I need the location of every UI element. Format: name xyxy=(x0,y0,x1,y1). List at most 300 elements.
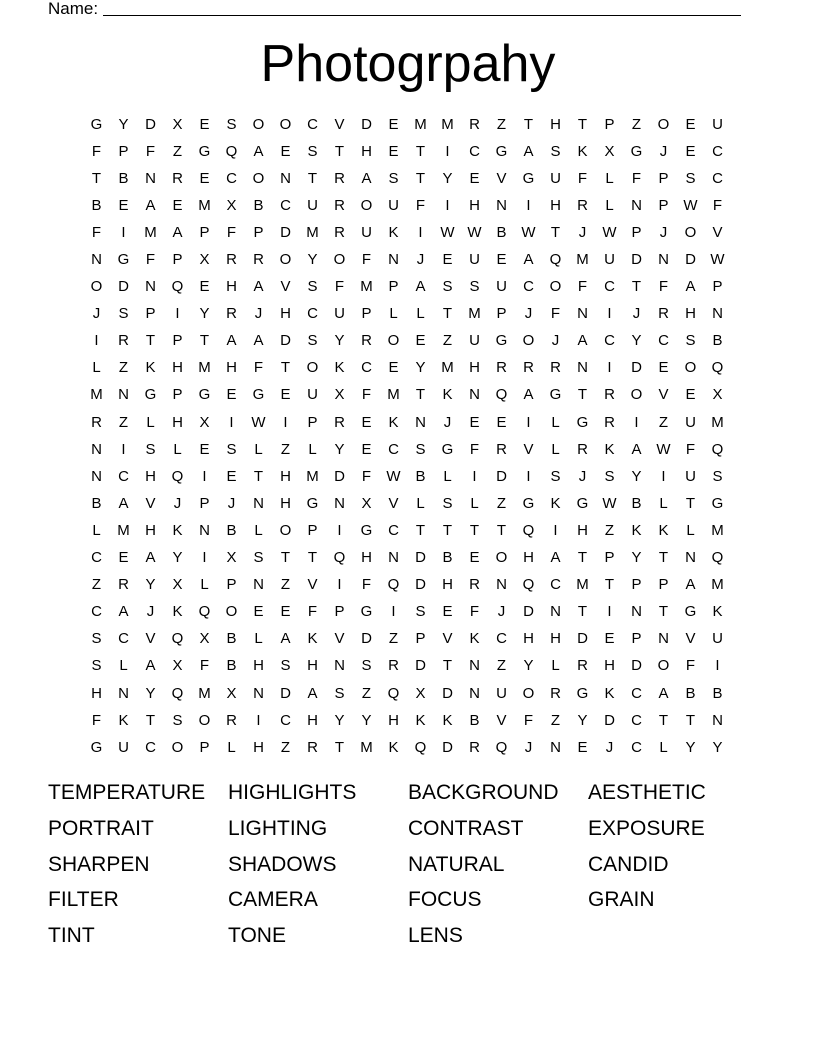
grid-letter[interactable]: T xyxy=(442,305,453,323)
grid-letter[interactable]: M xyxy=(441,115,454,133)
grid-letter[interactable]: R xyxy=(469,115,480,133)
grid-letter[interactable]: S xyxy=(118,305,129,323)
grid-letter[interactable]: R xyxy=(307,738,318,756)
grid-letter[interactable]: T xyxy=(577,115,588,133)
grid-letter[interactable]: Y xyxy=(415,359,426,377)
grid-letter[interactable]: V xyxy=(658,386,669,404)
grid-letter[interactable]: M xyxy=(711,576,724,594)
grid-letter[interactable]: G xyxy=(117,251,130,269)
grid-letter[interactable]: A xyxy=(685,576,696,594)
grid-letter[interactable]: U xyxy=(469,251,480,269)
grid-letter[interactable]: T xyxy=(577,386,588,404)
grid-letter[interactable]: R xyxy=(523,359,534,377)
grid-letter[interactable]: M xyxy=(360,738,373,756)
grid-letter[interactable]: N xyxy=(577,359,588,377)
grid-letter[interactable]: K xyxy=(388,413,399,431)
grid-letter[interactable]: U xyxy=(712,115,723,133)
grid-letter[interactable]: F xyxy=(631,169,642,187)
grid-letter[interactable]: R xyxy=(577,196,588,214)
grid-letter[interactable]: N xyxy=(712,711,723,729)
grid-letter[interactable]: O xyxy=(306,359,319,377)
grid-letter[interactable]: D xyxy=(523,603,534,621)
grid-letter[interactable]: F xyxy=(685,440,696,458)
grid-letter[interactable]: R xyxy=(226,711,237,729)
grid-letter[interactable]: J xyxy=(227,494,236,512)
grid-letter[interactable]: U xyxy=(118,738,129,756)
grid-letter[interactable]: Q xyxy=(171,630,184,648)
grid-letter[interactable]: N xyxy=(118,684,129,702)
grid-letter[interactable]: N xyxy=(91,440,102,458)
grid-letter[interactable]: Q xyxy=(711,549,724,567)
grid-letter[interactable]: B xyxy=(91,196,102,214)
grid-letter[interactable]: C xyxy=(388,440,399,458)
grid-letter[interactable]: C xyxy=(280,196,291,214)
grid-letter[interactable]: R xyxy=(91,413,102,431)
grid-letter[interactable]: X xyxy=(226,196,237,214)
grid-letter[interactable]: K xyxy=(712,603,723,621)
grid-letter[interactable]: Y xyxy=(334,711,345,729)
grid-letter[interactable]: Q xyxy=(333,549,346,567)
grid-letter[interactable]: S xyxy=(685,332,696,350)
grid-letter[interactable]: E xyxy=(199,115,210,133)
grid-letter[interactable]: D xyxy=(361,115,372,133)
grid-letter[interactable]: I xyxy=(607,359,612,377)
grid-letter[interactable]: N xyxy=(253,494,264,512)
grid-letter[interactable]: J xyxy=(578,467,587,485)
grid-letter[interactable]: T xyxy=(334,738,345,756)
grid-letter[interactable]: U xyxy=(685,413,696,431)
grid-letter[interactable]: L xyxy=(416,494,425,512)
grid-letter[interactable]: G xyxy=(711,494,724,512)
grid-letter[interactable]: E xyxy=(388,115,399,133)
grid-letter[interactable]: E xyxy=(361,440,372,458)
grid-letter[interactable]: F xyxy=(226,223,237,241)
grid-letter[interactable]: L xyxy=(443,467,452,485)
grid-letter[interactable]: D xyxy=(334,467,345,485)
grid-letter[interactable]: L xyxy=(605,196,614,214)
grid-letter[interactable]: I xyxy=(121,223,126,241)
grid-letter[interactable]: T xyxy=(91,169,102,187)
grid-letter[interactable]: E xyxy=(496,413,507,431)
grid-letter[interactable]: P xyxy=(145,305,156,323)
grid-letter[interactable]: H xyxy=(550,630,561,648)
grid-letter[interactable]: F xyxy=(145,251,156,269)
grid-letter[interactable]: H xyxy=(550,196,561,214)
grid-letter[interactable]: H xyxy=(604,657,615,675)
grid-letter[interactable]: I xyxy=(445,196,450,214)
grid-letter[interactable]: N xyxy=(631,196,642,214)
grid-letter[interactable]: E xyxy=(361,413,372,431)
grid-letter[interactable]: D xyxy=(145,115,156,133)
grid-letter[interactable]: Q xyxy=(414,738,427,756)
grid-letter[interactable]: D xyxy=(118,278,129,296)
grid-letter[interactable]: L xyxy=(470,494,479,512)
grid-letter[interactable]: E xyxy=(199,440,210,458)
grid-letter[interactable]: Z xyxy=(361,684,372,702)
grid-letter[interactable]: X xyxy=(172,576,183,594)
grid-letter[interactable]: L xyxy=(659,738,668,756)
grid-letter[interactable]: E xyxy=(118,196,129,214)
grid-letter[interactable]: F xyxy=(361,251,372,269)
grid-letter[interactable]: E xyxy=(118,549,129,567)
grid-letter[interactable]: H xyxy=(172,359,183,377)
grid-letter[interactable]: G xyxy=(576,684,589,702)
grid-letter[interactable]: O xyxy=(333,251,346,269)
grid-letter[interactable]: I xyxy=(391,603,396,621)
grid-letter[interactable]: E xyxy=(685,142,696,160)
grid-letter[interactable]: Q xyxy=(495,738,508,756)
grid-letter[interactable]: C xyxy=(91,549,102,567)
grid-letter[interactable]: R xyxy=(334,196,345,214)
grid-letter[interactable]: R xyxy=(388,657,399,675)
grid-letter[interactable]: U xyxy=(307,196,318,214)
grid-letter[interactable]: Q xyxy=(198,603,211,621)
grid-letter[interactable]: A xyxy=(118,494,129,512)
grid-letter[interactable]: R xyxy=(496,440,507,458)
grid-letter[interactable]: E xyxy=(199,169,210,187)
grid-letter[interactable]: Q xyxy=(171,684,184,702)
grid-letter[interactable]: F xyxy=(361,576,372,594)
grid-letter[interactable]: A xyxy=(658,684,669,702)
grid-letter[interactable]: W xyxy=(710,251,725,269)
grid-letter[interactable]: S xyxy=(415,603,426,621)
grid-letter[interactable]: I xyxy=(175,305,180,323)
grid-letter[interactable]: O xyxy=(522,332,535,350)
grid-letter[interactable]: Z xyxy=(496,657,507,675)
grid-letter[interactable]: U xyxy=(712,630,723,648)
grid-letter[interactable]: I xyxy=(256,711,261,729)
grid-letter[interactable]: N xyxy=(658,251,669,269)
grid-letter[interactable]: O xyxy=(387,332,400,350)
grid-letter[interactable]: F xyxy=(361,467,372,485)
grid-letter[interactable]: X xyxy=(226,549,237,567)
grid-letter[interactable]: D xyxy=(631,251,642,269)
grid-letter[interactable]: U xyxy=(334,305,345,323)
grid-letter[interactable]: T xyxy=(307,549,318,567)
grid-letter[interactable]: O xyxy=(198,711,211,729)
grid-letter[interactable]: G xyxy=(198,386,211,404)
grid-letter[interactable]: P xyxy=(253,223,264,241)
grid-letter[interactable]: N xyxy=(334,494,345,512)
grid-letter[interactable]: F xyxy=(469,603,480,621)
grid-letter[interactable]: X xyxy=(172,657,183,675)
grid-letter[interactable]: C xyxy=(118,630,129,648)
grid-letter[interactable]: K xyxy=(550,494,561,512)
grid-letter[interactable]: C xyxy=(631,684,642,702)
grid-letter[interactable]: Q xyxy=(387,576,400,594)
grid-letter[interactable]: A xyxy=(253,332,264,350)
grid-letter[interactable]: V xyxy=(496,169,507,187)
grid-letter[interactable]: R xyxy=(469,576,480,594)
grid-letter[interactable]: B xyxy=(685,684,696,702)
grid-letter[interactable]: V xyxy=(523,440,534,458)
grid-letter[interactable]: S xyxy=(172,711,183,729)
grid-letter[interactable]: Q xyxy=(387,684,400,702)
grid-letter[interactable]: L xyxy=(173,440,182,458)
grid-letter[interactable]: Z xyxy=(118,359,129,377)
grid-letter[interactable]: D xyxy=(631,359,642,377)
grid-letter[interactable]: U xyxy=(496,278,507,296)
grid-letter[interactable]: P xyxy=(172,332,183,350)
grid-letter[interactable]: T xyxy=(550,223,561,241)
grid-letter[interactable]: C xyxy=(496,630,507,648)
grid-letter[interactable]: N xyxy=(415,413,426,431)
grid-letter[interactable]: J xyxy=(497,603,506,621)
grid-letter[interactable]: C xyxy=(631,738,642,756)
grid-letter[interactable]: H xyxy=(577,521,588,539)
grid-letter[interactable]: F xyxy=(91,142,102,160)
grid-letter[interactable]: I xyxy=(283,413,288,431)
grid-letter[interactable]: U xyxy=(550,169,561,187)
grid-letter[interactable]: I xyxy=(229,413,234,431)
grid-letter[interactable]: P xyxy=(712,278,723,296)
grid-letter[interactable]: F xyxy=(550,305,561,323)
grid-letter[interactable]: Q xyxy=(549,251,562,269)
grid-letter[interactable]: C xyxy=(145,738,156,756)
grid-letter[interactable]: F xyxy=(199,657,210,675)
grid-letter[interactable]: B xyxy=(226,657,237,675)
grid-letter[interactable]: T xyxy=(658,603,669,621)
grid-letter[interactable]: S xyxy=(253,549,264,567)
grid-letter[interactable]: E xyxy=(442,251,453,269)
grid-letter[interactable]: H xyxy=(307,657,318,675)
grid-letter[interactable]: H xyxy=(523,549,534,567)
grid-letter[interactable]: G xyxy=(684,603,697,621)
grid-letter[interactable]: B xyxy=(118,169,129,187)
grid-letter[interactable]: S xyxy=(388,169,399,187)
grid-letter[interactable]: P xyxy=(631,630,642,648)
grid-letter[interactable]: Z xyxy=(442,332,453,350)
grid-letter[interactable]: A xyxy=(631,440,642,458)
grid-letter[interactable]: N xyxy=(469,386,480,404)
grid-letter[interactable]: N xyxy=(550,738,561,756)
grid-letter[interactable]: L xyxy=(92,359,101,377)
grid-letter[interactable]: T xyxy=(307,169,318,187)
grid-letter[interactable]: I xyxy=(202,467,207,485)
grid-letter[interactable]: H xyxy=(145,467,156,485)
grid-letter[interactable]: H xyxy=(145,521,156,539)
grid-letter[interactable]: S xyxy=(226,115,237,133)
grid-letter[interactable]: F xyxy=(307,603,318,621)
grid-letter[interactable]: K xyxy=(145,359,156,377)
grid-letter[interactable]: O xyxy=(279,521,292,539)
grid-letter[interactable]: B xyxy=(469,711,480,729)
grid-letter[interactable]: J xyxy=(659,142,668,160)
grid-letter[interactable]: E xyxy=(469,413,480,431)
grid-letter[interactable]: G xyxy=(630,142,643,160)
grid-letter[interactable]: O xyxy=(252,169,265,187)
grid-letter[interactable]: Q xyxy=(171,278,184,296)
grid-letter[interactable]: P xyxy=(658,196,669,214)
grid-letter[interactable]: I xyxy=(526,467,531,485)
grid-letter[interactable]: G xyxy=(522,169,535,187)
grid-letter[interactable]: E xyxy=(415,332,426,350)
grid-letter[interactable]: J xyxy=(416,251,425,269)
grid-letter[interactable]: F xyxy=(253,359,264,377)
grid-letter[interactable]: M xyxy=(90,386,103,404)
grid-letter[interactable]: N xyxy=(496,196,507,214)
grid-letter[interactable]: J xyxy=(578,223,587,241)
grid-letter[interactable]: E xyxy=(388,359,399,377)
grid-letter[interactable]: M xyxy=(306,223,319,241)
grid-letter[interactable]: Z xyxy=(604,521,615,539)
grid-letter[interactable]: E xyxy=(280,386,291,404)
grid-letter[interactable]: R xyxy=(334,413,345,431)
grid-letter[interactable]: X xyxy=(604,142,615,160)
grid-letter[interactable]: J xyxy=(632,305,641,323)
grid-letter[interactable]: B xyxy=(712,332,723,350)
grid-letter[interactable]: A xyxy=(145,657,156,675)
grid-letter[interactable]: D xyxy=(631,657,642,675)
grid-letter[interactable]: A xyxy=(523,386,534,404)
grid-letter[interactable]: Z xyxy=(631,115,642,133)
grid-letter[interactable]: M xyxy=(711,521,724,539)
grid-letter[interactable]: E xyxy=(685,386,696,404)
grid-letter[interactable]: R xyxy=(469,738,480,756)
grid-letter[interactable]: I xyxy=(337,576,342,594)
grid-letter[interactable]: T xyxy=(496,521,507,539)
grid-letter[interactable]: H xyxy=(469,196,480,214)
grid-letter[interactable]: H xyxy=(253,738,264,756)
grid-letter[interactable]: C xyxy=(307,115,318,133)
grid-letter[interactable]: I xyxy=(418,223,423,241)
grid-letter[interactable]: H xyxy=(172,413,183,431)
grid-letter[interactable]: R xyxy=(118,576,129,594)
grid-letter[interactable]: H xyxy=(442,576,453,594)
grid-letter[interactable]: G xyxy=(576,413,589,431)
grid-letter[interactable]: R xyxy=(334,223,345,241)
grid-letter[interactable]: V xyxy=(307,576,318,594)
grid-letter[interactable]: J xyxy=(605,738,614,756)
grid-letter[interactable]: C xyxy=(469,142,480,160)
grid-letter[interactable]: O xyxy=(279,251,292,269)
grid-letter[interactable]: S xyxy=(712,467,723,485)
grid-letter[interactable]: R xyxy=(577,657,588,675)
grid-letter[interactable]: C xyxy=(361,359,372,377)
grid-letter[interactable]: S xyxy=(361,657,372,675)
grid-letter[interactable]: F xyxy=(415,196,426,214)
grid-letter[interactable]: Z xyxy=(172,142,183,160)
grid-letter[interactable]: A xyxy=(523,251,534,269)
grid-letter[interactable]: L xyxy=(686,521,695,539)
grid-letter[interactable]: A xyxy=(253,278,264,296)
grid-letter[interactable]: F xyxy=(523,711,534,729)
grid-letter[interactable]: I xyxy=(553,521,558,539)
grid-letter[interactable]: I xyxy=(634,413,639,431)
grid-letter[interactable]: B xyxy=(442,549,453,567)
grid-letter[interactable]: L xyxy=(551,413,560,431)
grid-letter[interactable]: O xyxy=(657,115,670,133)
grid-letter[interactable]: C xyxy=(307,305,318,323)
grid-letter[interactable]: W xyxy=(683,196,698,214)
grid-letter[interactable]: I xyxy=(661,467,666,485)
grid-letter[interactable]: P xyxy=(199,494,210,512)
grid-letter[interactable]: T xyxy=(523,115,534,133)
grid-letter[interactable]: M xyxy=(576,251,589,269)
grid-letter[interactable]: V xyxy=(145,630,156,648)
grid-letter[interactable]: R xyxy=(550,684,561,702)
grid-letter[interactable]: R xyxy=(226,305,237,323)
grid-letter[interactable]: F xyxy=(685,657,696,675)
grid-letter[interactable]: U xyxy=(496,684,507,702)
grid-letter[interactable]: J xyxy=(659,223,668,241)
grid-letter[interactable]: R xyxy=(361,332,372,350)
grid-letter[interactable]: K xyxy=(415,711,426,729)
grid-letter[interactable]: A xyxy=(361,169,372,187)
grid-letter[interactable]: Q xyxy=(522,576,535,594)
grid-letter[interactable]: J xyxy=(254,305,263,323)
grid-letter[interactable]: C xyxy=(712,142,723,160)
grid-letter[interactable]: U xyxy=(307,386,318,404)
grid-letter[interactable]: N xyxy=(91,467,102,485)
grid-letter[interactable]: I xyxy=(445,142,450,160)
grid-letter[interactable]: Y xyxy=(307,251,318,269)
grid-letter[interactable]: O xyxy=(171,738,184,756)
grid-letter[interactable]: K xyxy=(469,630,480,648)
grid-letter[interactable]: O xyxy=(522,684,535,702)
grid-letter[interactable]: S xyxy=(550,142,561,160)
grid-letter[interactable]: C xyxy=(631,711,642,729)
grid-letter[interactable]: C xyxy=(226,169,237,187)
grid-letter[interactable]: V xyxy=(685,630,696,648)
grid-letter[interactable]: T xyxy=(280,549,291,567)
grid-letter[interactable]: O xyxy=(495,549,508,567)
grid-letter[interactable]: S xyxy=(280,657,291,675)
grid-letter[interactable]: O xyxy=(279,115,292,133)
grid-letter[interactable]: N xyxy=(469,657,480,675)
grid-letter[interactable]: H xyxy=(469,359,480,377)
grid-letter[interactable]: V xyxy=(712,223,723,241)
grid-letter[interactable]: F xyxy=(658,278,669,296)
grid-letter[interactable]: O xyxy=(360,196,373,214)
grid-letter[interactable]: O xyxy=(90,278,103,296)
grid-letter[interactable]: P xyxy=(415,630,426,648)
grid-letter[interactable]: Z xyxy=(280,440,291,458)
grid-letter[interactable]: S xyxy=(307,278,318,296)
grid-letter[interactable]: E xyxy=(199,278,210,296)
grid-letter[interactable]: T xyxy=(658,549,669,567)
grid-letter[interactable]: D xyxy=(415,657,426,675)
grid-letter[interactable]: G xyxy=(90,115,103,133)
grid-letter[interactable]: R xyxy=(172,169,183,187)
grid-letter[interactable]: W xyxy=(440,223,455,241)
grid-letter[interactable]: H xyxy=(280,494,291,512)
grid-letter[interactable]: E xyxy=(577,738,588,756)
grid-letter[interactable]: E xyxy=(172,196,183,214)
grid-letter[interactable]: P xyxy=(361,305,372,323)
grid-letter[interactable]: E xyxy=(496,251,507,269)
grid-letter[interactable]: K xyxy=(577,142,588,160)
grid-letter[interactable]: P xyxy=(658,169,669,187)
grid-letter[interactable]: T xyxy=(577,603,588,621)
grid-letter[interactable]: M xyxy=(414,115,427,133)
grid-letter[interactable]: D xyxy=(442,738,453,756)
grid-letter[interactable]: Y xyxy=(361,711,372,729)
grid-letter[interactable]: T xyxy=(253,467,264,485)
grid-letter[interactable]: H xyxy=(307,711,318,729)
grid-letter[interactable]: Y xyxy=(631,549,642,567)
grid-letter[interactable]: S xyxy=(91,630,102,648)
grid-letter[interactable]: S xyxy=(307,142,318,160)
grid-letter[interactable]: T xyxy=(199,332,210,350)
grid-letter[interactable]: N xyxy=(199,521,210,539)
grid-letter[interactable]: J xyxy=(173,494,182,512)
grid-letter[interactable]: P xyxy=(631,576,642,594)
grid-letter[interactable]: E xyxy=(604,630,615,648)
grid-letter[interactable]: A xyxy=(415,278,426,296)
name-underline[interactable] xyxy=(103,14,741,16)
grid-letter[interactable]: M xyxy=(576,576,589,594)
